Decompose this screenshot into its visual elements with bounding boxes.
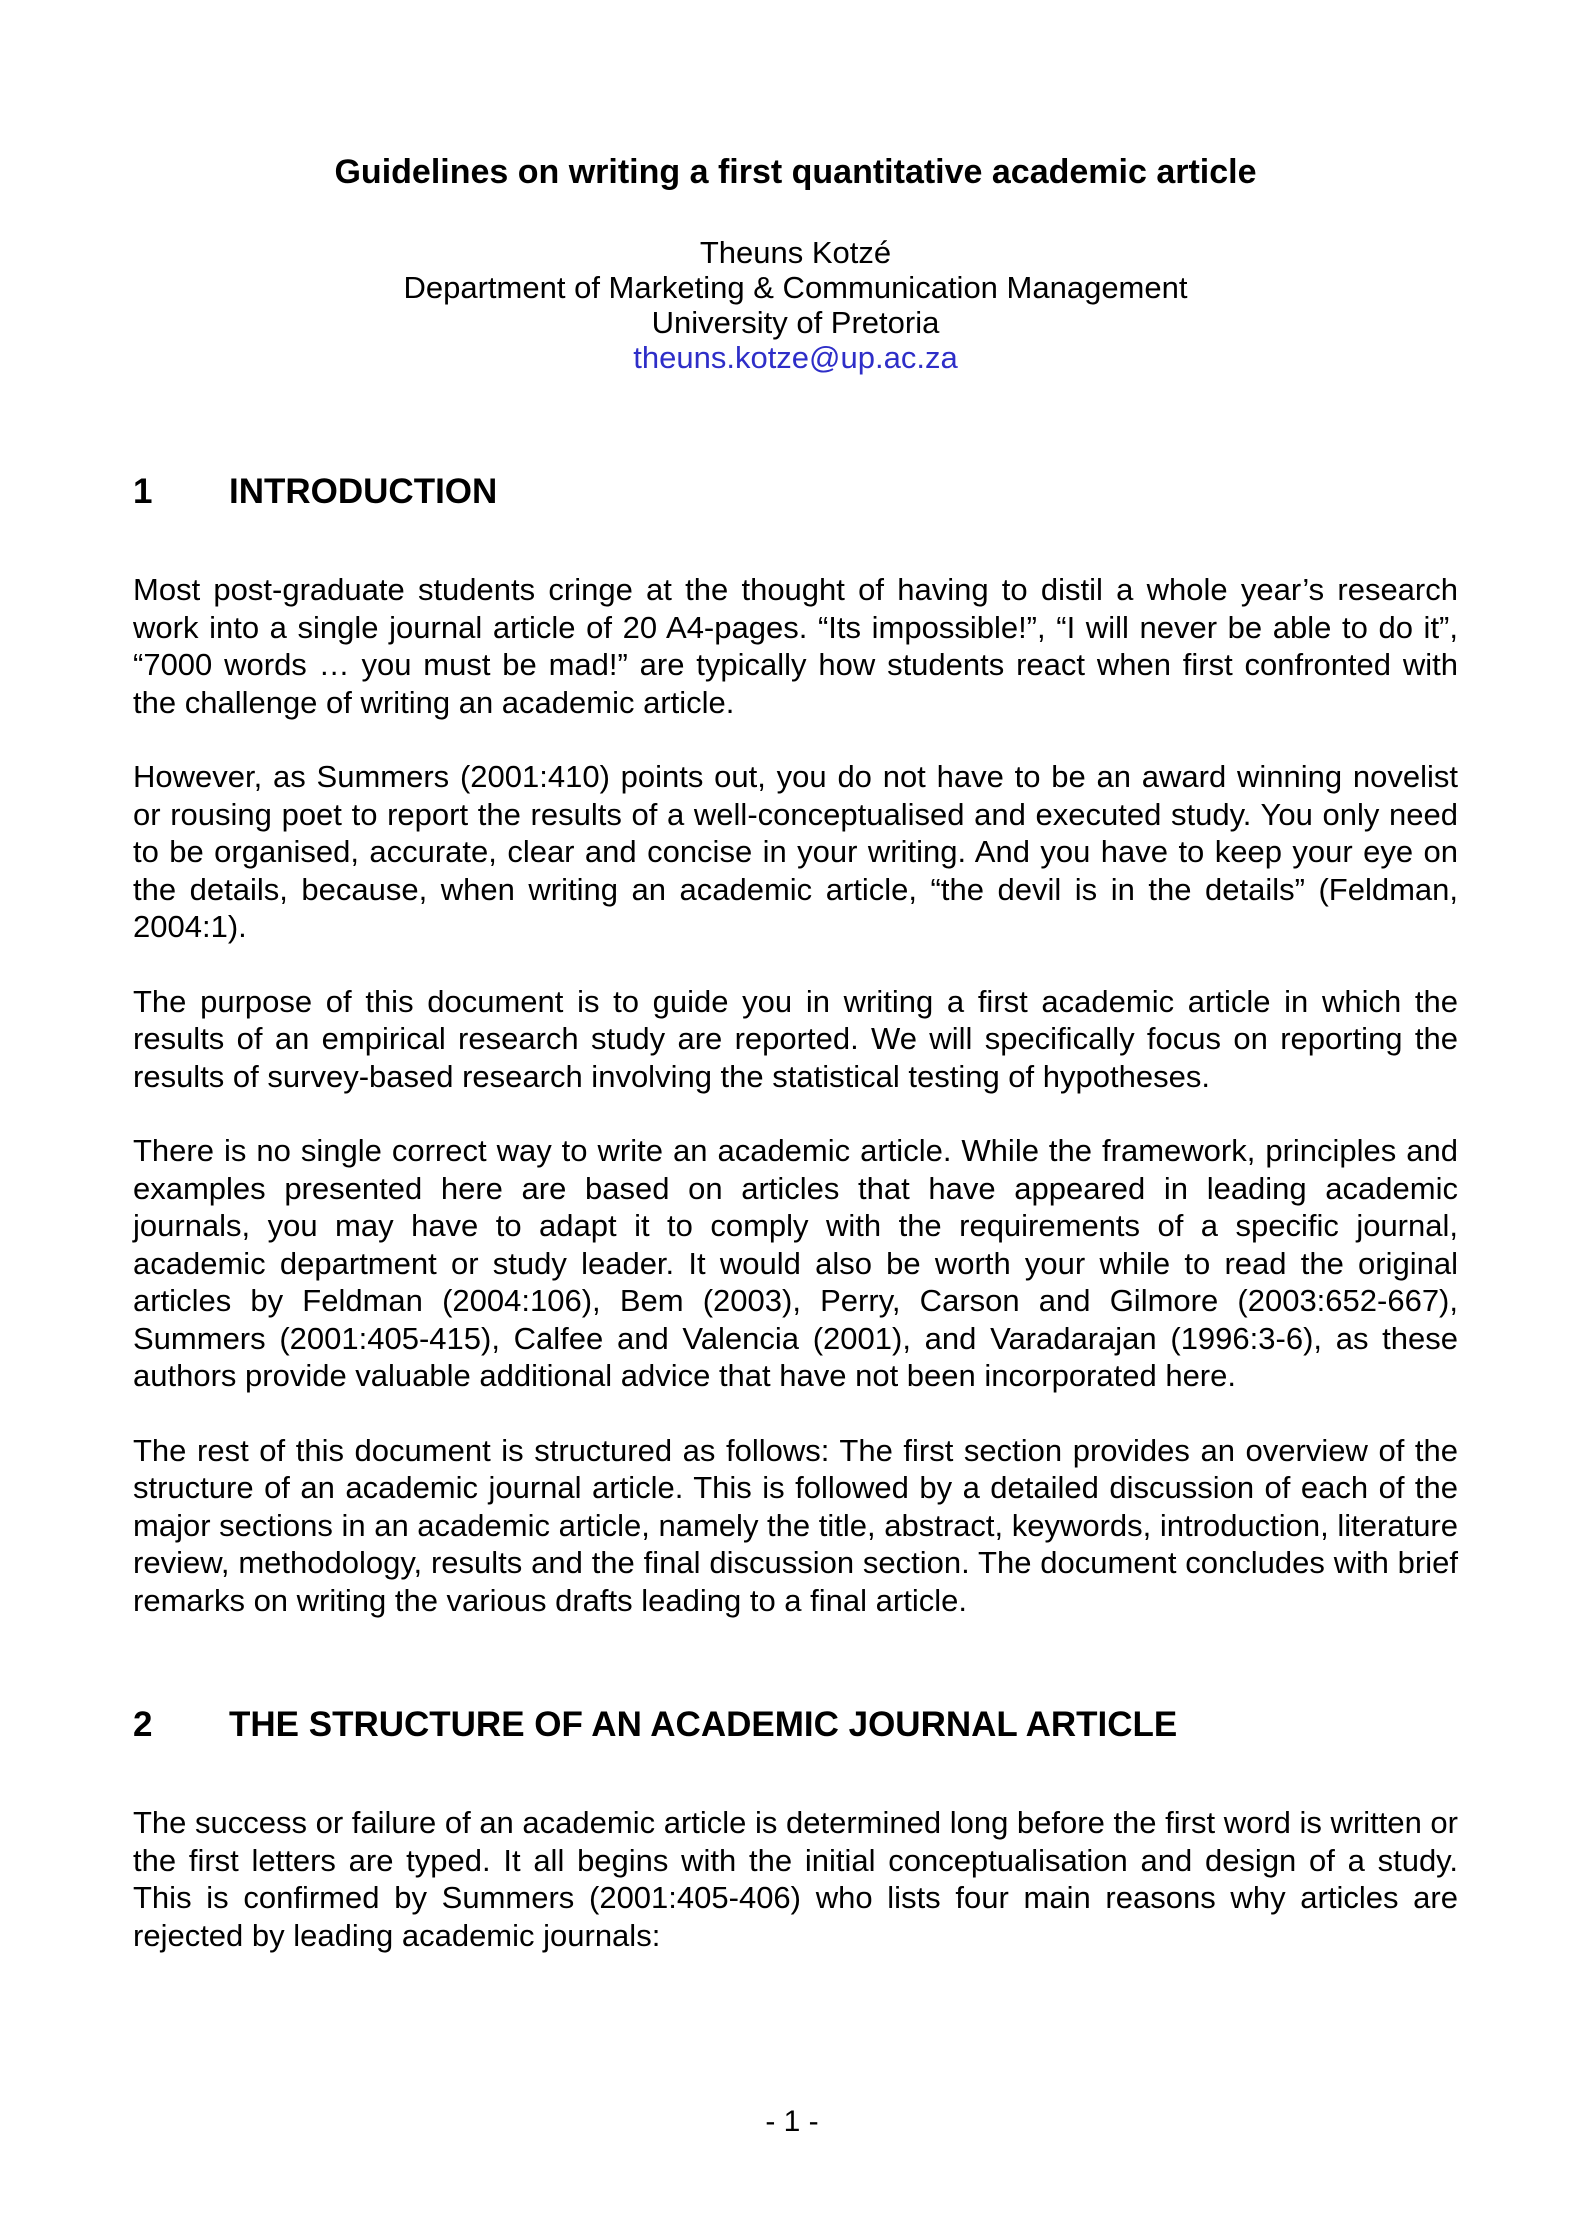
paragraph: The rest of this document is structured as follows: The first section provides an overview of the structure of an academic journal article. This is followed by a detailed discussion of each of the major sections in an academic article, namely the title, abstract, keywords, introduction, literature review, methodology, results and the final discussion section. The document concludes with brief remarks on writing the various drafts leading to a final article. (133, 1432, 1458, 1618)
page-number: - 1 - (765, 2105, 819, 2138)
author-block (133, 235, 1458, 375)
author-email-link[interactable]: theuns.kotze@up.ac.za (633, 339, 958, 375)
section-1-number: 1 (133, 471, 153, 511)
section-structure (133, 1705, 1458, 1954)
author-university: University of Pretoria (651, 304, 940, 340)
section-introduction (133, 472, 1458, 1619)
paragraph: However, as Summers (2001:410) points out, you do not have to be an award winning novelist or rousing poet to report the results of a well-conceptualised and executed study. You only need to be organised, accurate, clear and concise in your writing. And you have to keep your eye on the details, because, when writing an academic article, “the devil is in the details” (Feldman, 2004:1). (133, 759, 1458, 945)
document-content (133, 152, 1458, 1954)
paragraph: The purpose of this document is to guide you in writing a first academic article in which the results of an empirical research study are reported. We will specifically focus on reporting the results of survey-based research involving the statistical testing of hypotheses. (133, 983, 1458, 1094)
section-1-heading (133, 472, 1458, 512)
paragraph: The success or failure of an academic article is determined long before the first word is written or the first letters are typed. It all begins with the initial conceptualisation and design of a study. This is confirmed by Summers (2001:405-406) who lists four main reasons why articles are rejected by leading academic journals: (133, 1805, 1458, 1953)
section-2-title: THE STRUCTURE OF AN ACADEMIC JOURNAL ARTICLE (229, 1705, 1178, 1745)
section-2-number: 2 (133, 1705, 153, 1745)
author-department: Department of Marketing & Communication Management (403, 269, 1188, 305)
author-name: Theuns Kotzé (699, 234, 892, 270)
section-1-title: INTRODUCTION (229, 471, 498, 511)
paragraph: There is no single correct way to write an academic article. While the framework, principles and examples presented here are based on articles that have appeared in leading academic journals, you may have to adapt it to comply with the requirements of a specific journal, academic department or study leader. It would also be worth your while to read the original articles by Feldman (2004:106), Bem (2003), Perry, Carson and Gilmore (2003:652-667), Summers (2001:405-415), Calfee and Valencia (2001), and Varadarajan (1996:3-6), as these authors provide valuable additional advice that have not been incorporated here. (133, 1133, 1458, 1394)
document-title: Guidelines on writing a first quantitative academic article (334, 153, 1257, 191)
section-2-heading (133, 1705, 1458, 1745)
paragraph: Most post-graduate students cringe at the thought of having to distil a whole year’s research work into a single journal article of 20 A4-pages. “Its impossible!”, “I will never be able to do it”, “7000 words … you must be mad!” are typically how students react when first confronted with the challenge of writing an academic article. (133, 572, 1458, 720)
